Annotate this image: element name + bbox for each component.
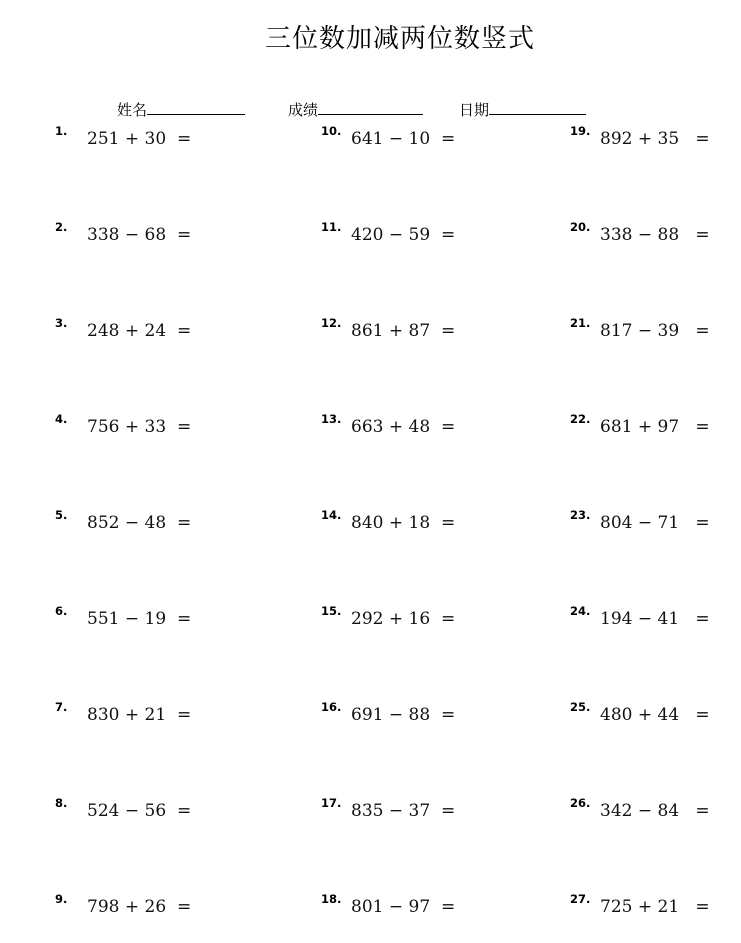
- problem-number: 15.: [321, 604, 342, 618]
- problem-expression: 804 − 71 =: [600, 513, 710, 533]
- problem-expression: 641 − 10 =: [351, 129, 456, 149]
- problem-number: 24.: [570, 604, 591, 618]
- problem-expression: 342 − 84 =: [600, 801, 710, 821]
- problem-number: 9.: [55, 892, 68, 906]
- problem-number: 10.: [321, 124, 342, 138]
- name-field[interactable]: [117, 98, 245, 120]
- problem-expression: 681 + 97 =: [600, 417, 710, 437]
- problem-number: 11.: [321, 220, 342, 234]
- problem-expression: 292 + 16 =: [351, 609, 456, 629]
- problem-expression: 420 − 59 =: [351, 225, 456, 245]
- problem-number: 19.: [570, 124, 591, 138]
- problem-expression: 248 + 24 =: [87, 321, 192, 341]
- problem-expression: 756 + 33 =: [87, 417, 192, 437]
- problem-expression: 524 − 56 =: [87, 801, 192, 821]
- name-label: 姓名: [117, 101, 148, 119]
- problem-expression: 480 + 44 =: [600, 705, 710, 725]
- date-field[interactable]: [459, 98, 586, 120]
- problem-expression: 663 + 48 =: [351, 417, 456, 437]
- problem-number: 17.: [321, 796, 342, 810]
- worksheet-title: 三位数加减两位数竖式: [264, 24, 535, 54]
- problem-expression: 861 + 87 =: [351, 321, 456, 341]
- problem-number: 27.: [570, 892, 591, 906]
- problem-number: 25.: [570, 700, 591, 714]
- problem-number: 18.: [321, 892, 342, 906]
- problem-number: 8.: [55, 796, 68, 810]
- date-blank[interactable]: [489, 98, 586, 115]
- problem-expression: 725 + 21 =: [600, 897, 710, 917]
- date-label: 日期: [459, 101, 490, 119]
- problem-expression: 251 + 30 =: [87, 129, 192, 149]
- problem-number: 22.: [570, 412, 591, 426]
- problem-number: 13.: [321, 412, 342, 426]
- name-blank[interactable]: [147, 98, 245, 115]
- problem-expression: 338 − 68 =: [87, 225, 192, 245]
- problem-number: 7.: [55, 700, 68, 714]
- problem-number: 1.: [55, 124, 68, 138]
- problem-expression: 830 + 21 =: [87, 705, 192, 725]
- problem-number: 5.: [55, 508, 68, 522]
- problem-expression: 801 − 97 =: [351, 897, 456, 917]
- problem-number: 12.: [321, 316, 342, 330]
- problem-expression: 835 − 37 =: [351, 801, 456, 821]
- problem-number: 3.: [55, 316, 68, 330]
- problem-number: 16.: [321, 700, 342, 714]
- problem-expression: 817 − 39 =: [600, 321, 710, 341]
- problem-number: 21.: [570, 316, 591, 330]
- problem-number: 20.: [570, 220, 591, 234]
- problem-number: 6.: [55, 604, 68, 618]
- problem-expression: 892 + 35 =: [600, 129, 710, 149]
- problem-expression: 840 + 18 =: [351, 513, 456, 533]
- problem-expression: 691 − 88 =: [351, 705, 456, 725]
- problem-expression: 798 + 26 =: [87, 897, 192, 917]
- score-blank[interactable]: [318, 98, 423, 115]
- score-field[interactable]: [288, 98, 423, 120]
- problem-expression: 338 − 88 =: [600, 225, 710, 245]
- problem-number: 4.: [55, 412, 68, 426]
- problem-expression: 551 − 19 =: [87, 609, 192, 629]
- problem-number: 2.: [55, 220, 68, 234]
- problem-number: 14.: [321, 508, 342, 522]
- problem-expression: 852 − 48 =: [87, 513, 192, 533]
- problem-number: 23.: [570, 508, 591, 522]
- problem-expression: 194 − 41 =: [600, 609, 710, 629]
- problem-number: 26.: [570, 796, 591, 810]
- score-label: 成绩: [288, 101, 319, 119]
